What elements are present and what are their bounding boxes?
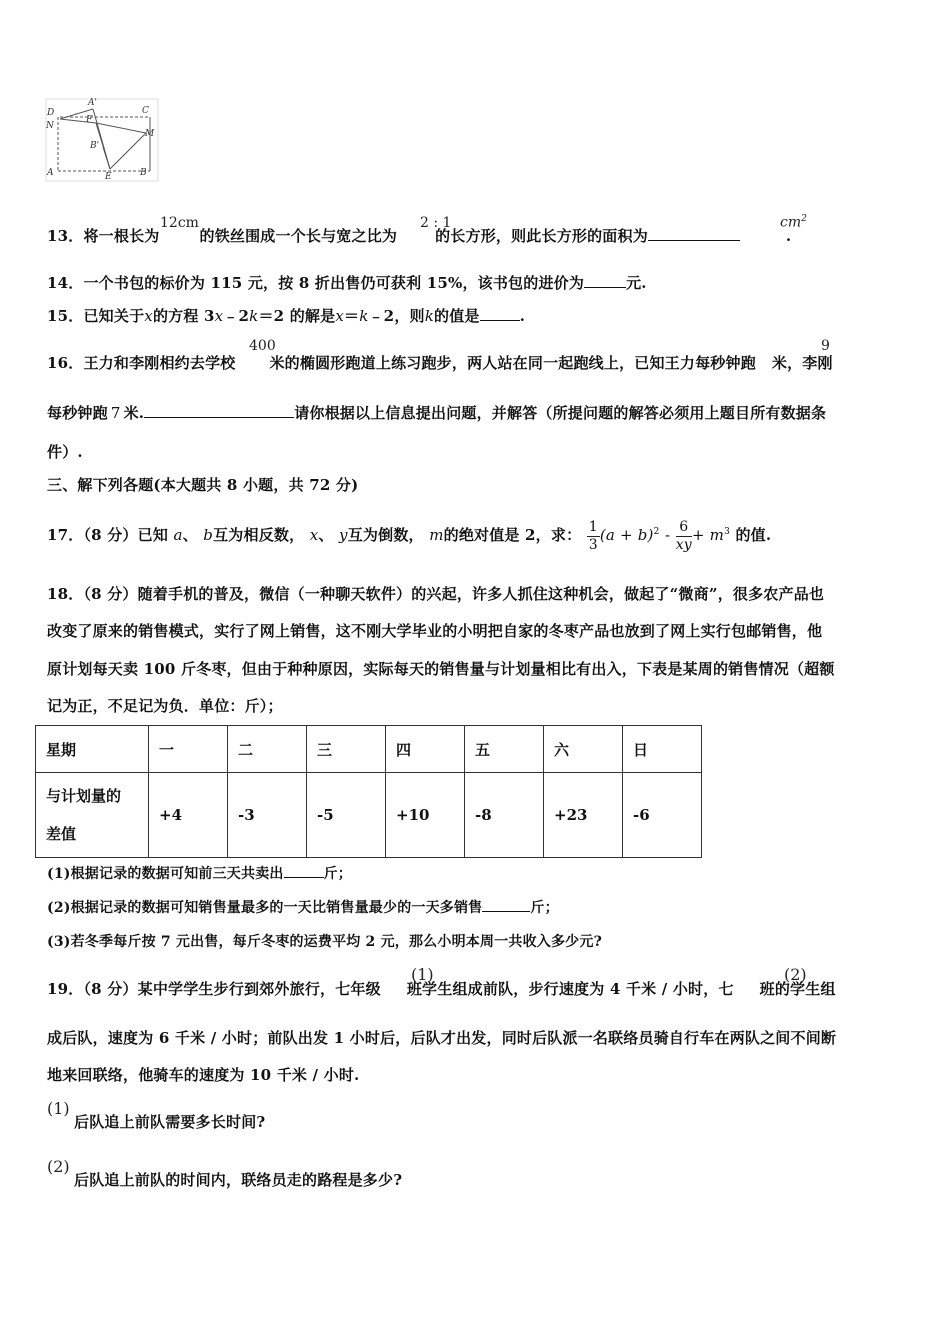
question-18-sub-1: (1)根据记录的数据可知前三天共卖出 斤； [47, 866, 352, 882]
question-16-line-1: 16．王力和李刚相约去学校 米的椭圆形跑道上练习跑步，两人站在同一起跑线上，已知王力每秒钟跑 米，李刚 [47, 354, 833, 372]
table-header-row [36, 726, 702, 773]
day-cell: 四 [386, 726, 465, 773]
question-19-line-1: 19．（8 分）某中学学生步行到郊外旅行，七年级 班学生组成前队，步行速度为 4 千米 / 小时，七 班的学生组 [47, 980, 836, 998]
class-2-label: (2) [784, 965, 807, 984]
answer-blank-15[interactable] [480, 308, 520, 321]
question-16-line-3: 件）. [47, 443, 83, 461]
day-cell: 三 [307, 726, 386, 773]
header-label-cell: 星期 [36, 726, 149, 773]
value-cell: +4 [149, 773, 228, 858]
q16-distance: 400 [249, 338, 276, 354]
sub-question-1-number: (1) [47, 1099, 70, 1118]
day-cell: 一 [149, 726, 228, 773]
question-16-line-2: 每秒钟跑 7 米. 请你根据以上信息提出问题，并解答（所提问题的解答必须用上题目所有数据条 [47, 404, 827, 422]
label-N: N [46, 121, 54, 131]
q13-ratio: 2 : 1 [420, 215, 452, 231]
label-D: D [47, 108, 55, 118]
value-cell: -3 [228, 773, 307, 858]
answer-blank-16[interactable] [144, 405, 294, 418]
label-B: B [140, 168, 147, 178]
question-14: 14．一个书包的标价为 115 元，按 8 折出售仍可获利 15%，该书包的进价为 元. [47, 274, 647, 292]
label-E: E [105, 172, 112, 182]
answer-blank-18-2[interactable] [482, 899, 530, 912]
question-15: 15．已知关于x的方程 3x﹣2k＝2 的解是x＝k﹣2，则k的值是 . [47, 307, 526, 325]
day-cell: 五 [465, 726, 544, 773]
value-cell: -6 [623, 773, 702, 858]
section-3-heading: 三、解下列各题(本大题共 8 小题，共 72 分) [47, 476, 359, 494]
question-18-line-2: 改变了原来的销售模式，实行了网上销售，这不刚大学毕业的小明把自家的冬枣产品也放到了网上实行包邮销售，他 [47, 622, 823, 640]
table-value-row [36, 773, 702, 858]
question-18-sub-3: (3)若冬季每斤按 7 元出售，每斤冬枣的运费平均 2 元，那么小明本周一共收入多少元? [47, 934, 602, 950]
label-B-prime: B' [90, 141, 100, 151]
label-M: M [145, 129, 155, 139]
q13-length: 12cm [160, 215, 199, 231]
answer-blank-18-1[interactable] [284, 865, 324, 878]
value-cell: +23 [544, 773, 623, 858]
question-18-line-3: 原计划每天卖 100 斤冬枣，但由于种种原因，实际每天的销售量与计划量相比有出入，下表是某周的销售情况（超额 [47, 660, 835, 678]
day-cell: 二 [228, 726, 307, 773]
question-18-sub-2: (2)根据记录的数据可知销售量最多的一天比销售量最少的一天多销售 斤； [47, 900, 559, 916]
question-19-line-2: 成后队，速度为 6 千米 / 小时；前队出发 1 小时后，后队才出发，同时后队派一名联络员骑自行车在两队之间不间断 [47, 1029, 837, 1047]
label-A: A [47, 168, 54, 178]
value-cell: -8 [465, 773, 544, 858]
label-A-prime: A' [88, 98, 97, 108]
question-19-sub-2: 后队追上前队的时间内，联络员走的路程是多少? [74, 1171, 403, 1189]
question-19-line-3: 地来回联络，他骑车的速度为 10 千米 / 小时. [47, 1066, 360, 1084]
label-F: F [86, 115, 93, 125]
answer-blank-14[interactable] [584, 275, 626, 288]
q13-unit: $cm^2$ [780, 214, 807, 231]
sub-question-2-number: (2) [47, 1157, 70, 1176]
row-label-cell: 与计划量的 差值 [36, 773, 149, 858]
value-cell: +10 [386, 773, 465, 858]
day-cell: 六 [544, 726, 623, 773]
fraction-one-third: $\frac{1}{3}$ [588, 518, 598, 553]
question-18-line-1: 18．（8 分）随着手机的普及，微信（一种聊天软件）的兴起，许多人抓住这种机会，做起了“微商”，很多农产品也 [47, 585, 825, 603]
question-17: 17．（8 分）已知 a、 b互为相反数， x、 y互为倒数， m的绝对值是 2，求： $\frac{1}{3}$ $(a + b)^2$ - $\frac{6}{xy}$ + $m^3$ 的值. [47, 518, 772, 553]
value-cell: -5 [307, 773, 386, 858]
question-18-line-4: 记为正，不足记为负．单位：斤）； [47, 697, 283, 715]
question-13: 13．将一根长为 的铁丝围成一个长与宽之比为 的长方形，则此长方形的面积为 . [47, 227, 792, 245]
day-cell: 日 [623, 726, 702, 773]
fraction-six-over-xy: $\frac{6}{xy}$ [675, 518, 692, 553]
q16-speed-wangli: 9 [821, 338, 830, 354]
question-19-sub-1: 后队追上前队需要多长时间? [74, 1113, 266, 1131]
geometry-figure [38, 95, 163, 185]
label-C: C [142, 106, 149, 116]
sales-table [35, 725, 702, 858]
class-1-label: (1) [411, 965, 434, 984]
answer-blank-13[interactable] [648, 228, 740, 241]
